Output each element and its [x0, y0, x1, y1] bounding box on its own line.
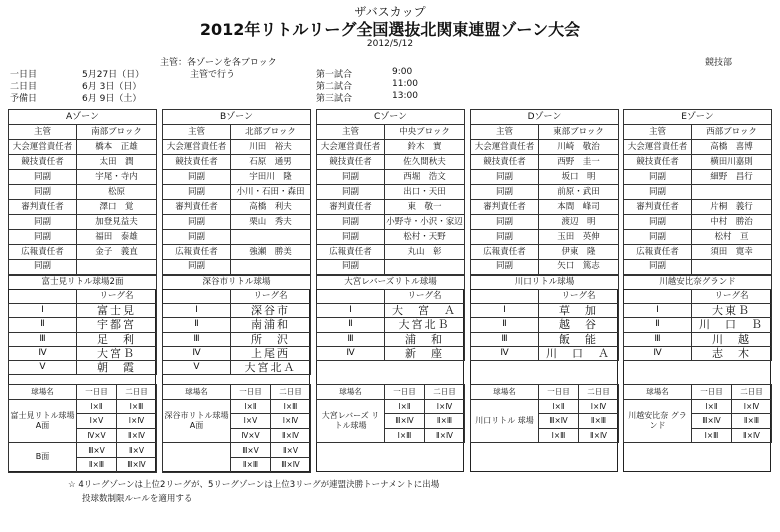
- zone-table: [316, 109, 465, 290]
- league-number: Ⅰ: [163, 304, 231, 318]
- zone-role: 同副: [9, 185, 77, 200]
- zone-head-block: 東部ブロック: [539, 125, 619, 140]
- day1-matchup: Ⅲ×Ⅳ: [692, 414, 732, 429]
- zone-role: 同副: [9, 215, 77, 230]
- league-team: 宇都宮: [77, 318, 157, 332]
- venue-name: [163, 443, 231, 472]
- league-team: 志 木: [692, 346, 772, 360]
- league-number: Ⅴ: [9, 360, 77, 374]
- day2-header: 二日目: [425, 385, 465, 400]
- zone-role: 同副: [9, 170, 77, 185]
- league-number: Ⅳ: [9, 346, 77, 360]
- day1-matchup: Ⅲ×Ⅴ: [77, 443, 117, 458]
- league-team: 飯 能: [539, 332, 619, 346]
- zone-person: 高橋 利夫: [231, 200, 311, 215]
- zone-venue: 大宮レバーズリトル球場: [317, 275, 465, 290]
- day2-matchup: Ⅱ×Ⅴ: [271, 443, 311, 458]
- zone-person: 細野 昌行: [692, 170, 772, 185]
- zone-person: 宇田川 隆: [231, 170, 311, 185]
- zone-person: 高橋 喜博: [692, 140, 772, 155]
- zone-person: 東 敬一: [385, 200, 465, 215]
- zone-head-role: 主管: [624, 125, 692, 140]
- zone-role: 同副: [471, 185, 539, 200]
- day2-header: 二日目: [271, 385, 311, 400]
- league-number: Ⅰ: [624, 304, 692, 318]
- zone-venue: 富士見リトル球場2面: [9, 275, 157, 290]
- day2-matchup: Ⅰ×Ⅲ: [117, 399, 157, 414]
- zone-person: 片桐 義行: [692, 200, 772, 215]
- league-team: 川 口 Ｂ: [692, 318, 772, 332]
- zone-role: 同副: [163, 170, 231, 185]
- zone-role: 大会運営責任者: [471, 140, 539, 155]
- venue-schedule-table: [470, 384, 619, 443]
- zone-person: [692, 185, 772, 200]
- zone-head-role: 主管: [163, 125, 231, 140]
- zone-table: [623, 109, 772, 290]
- day1-matchup: Ⅰ×Ⅱ: [539, 399, 579, 414]
- zone-person: 渡辺 明: [539, 215, 619, 230]
- zone-person: [231, 230, 311, 245]
- zone-role: 同副: [163, 185, 231, 200]
- league-team: 上尾西: [231, 346, 311, 360]
- zone-role: 同副: [163, 215, 231, 230]
- zone-person: 太田 潤: [77, 155, 157, 170]
- zone-person: 前原・武田: [539, 185, 619, 200]
- day1-matchup: Ⅲ×Ⅳ: [539, 414, 579, 429]
- organizer-label: 競技部: [705, 58, 733, 68]
- league-header: リーグ名: [539, 290, 619, 304]
- venue-header: 球場名: [624, 385, 692, 400]
- day1-matchup: Ⅰ×Ⅴ: [231, 414, 271, 429]
- zone-person: 川崎 敬治: [539, 140, 619, 155]
- day2-matchup: Ⅱ×Ⅲ: [579, 414, 619, 429]
- day2-matchup: Ⅰ×Ⅳ: [732, 399, 772, 414]
- venue-schedule-table: [162, 384, 311, 473]
- game-time: 13:00: [392, 91, 418, 101]
- zone-role: 同副: [317, 185, 385, 200]
- zone-person: 坂口 明: [539, 170, 619, 185]
- league-team: 越 谷: [539, 318, 619, 332]
- league-number: Ⅱ: [471, 318, 539, 332]
- league-number: Ⅳ: [163, 346, 231, 360]
- league-team: 川 口 Ａ: [539, 346, 619, 360]
- venue-schedule-table: [316, 384, 465, 443]
- league-header-blank: [9, 290, 77, 304]
- game-label: 第一試合: [316, 70, 353, 80]
- zone-person: 佐久間秋夫: [385, 155, 465, 170]
- zone-name: Bゾーン: [163, 110, 311, 125]
- zone-table: [8, 109, 157, 290]
- note-line-1: ☆ 4リーグゾーンは上位2リーグが、5リーグゾーンは上位3リーグが連盟決勝トーナメントに出場: [68, 480, 440, 490]
- zone-person: 強瀬 勝美: [231, 245, 311, 260]
- zone-person: 中村 勝治: [692, 215, 772, 230]
- day1-header: 一日目: [385, 385, 425, 400]
- zone-person: [231, 260, 311, 275]
- zone-person: 出口・天田: [385, 185, 465, 200]
- zone-role: 審判責任者: [317, 200, 385, 215]
- zone-role: 同副: [471, 230, 539, 245]
- day2-matchup: Ⅲ×Ⅳ: [271, 457, 311, 472]
- day-label: 二日目: [10, 82, 38, 92]
- zone-role: 同副: [163, 260, 231, 275]
- page-title: 2012年リトルリーグ全国選抜北関東連盟ゾーン大会: [199, 20, 581, 39]
- zone-person: [692, 260, 772, 275]
- zone-head-block: 南部ブロック: [77, 125, 157, 140]
- zone-person: 石原 通男: [231, 155, 311, 170]
- zone-person: [77, 260, 157, 275]
- league-number: Ⅳ: [624, 346, 692, 360]
- zone-head-block: 西部ブロック: [692, 125, 772, 140]
- zone-person: 松村・天野: [385, 230, 465, 245]
- zone-role: 同副: [317, 230, 385, 245]
- zone-person: 矢口 篤志: [539, 260, 619, 275]
- league-number: Ⅳ: [471, 346, 539, 360]
- day1-matchup: Ⅳ×Ⅴ: [77, 428, 117, 443]
- league-number: Ⅴ: [163, 360, 231, 374]
- league-header: リーグ名: [231, 290, 311, 304]
- game-time: 11:00: [392, 79, 418, 89]
- zone-role: 競技責任者: [471, 155, 539, 170]
- zone-role: 同副: [624, 185, 692, 200]
- zone-role: 広報責任者: [317, 245, 385, 260]
- day1-header: 一日目: [539, 385, 579, 400]
- league-number: Ⅰ: [317, 304, 385, 318]
- day2-matchup: Ⅱ×Ⅳ: [117, 428, 157, 443]
- venue-header: 球場名: [9, 385, 77, 400]
- zone-role: 競技責任者: [317, 155, 385, 170]
- day1-matchup: Ⅰ×Ⅱ: [692, 399, 732, 414]
- zone-role: 競技責任者: [9, 155, 77, 170]
- zone-role: 同副: [624, 215, 692, 230]
- league-team: 大宮Ｂ: [77, 346, 157, 360]
- zone-role: 競技責任者: [163, 155, 231, 170]
- day2-matchup: Ⅱ×Ⅳ: [425, 428, 465, 443]
- zone-role: 同副: [163, 230, 231, 245]
- zone-venue: 川越安比奈グランド: [624, 275, 772, 290]
- zone-head-block: 中央ブロック: [385, 125, 465, 140]
- zone-role: 大会運営責任者: [9, 140, 77, 155]
- day2-matchup: Ⅱ×Ⅳ: [579, 428, 619, 443]
- league-header: リーグ名: [385, 290, 465, 304]
- day1-matchup: Ⅰ×Ⅴ: [77, 414, 117, 429]
- day2-matchup: Ⅱ×Ⅳ: [271, 428, 311, 443]
- league-number: Ⅱ: [9, 318, 77, 332]
- zone-person: 松村 亘: [692, 230, 772, 245]
- league-team: 南浦和: [231, 318, 311, 332]
- day2-header: 二日目: [117, 385, 157, 400]
- day2-matchup: Ⅰ×Ⅳ: [579, 399, 619, 414]
- league-team: 川 越: [692, 332, 772, 346]
- zone-role: 同副: [317, 215, 385, 230]
- zone-role: 同副: [9, 230, 77, 245]
- zone-role: 同副: [9, 260, 77, 275]
- league-number: Ⅰ: [9, 304, 77, 318]
- venue-name: B面: [9, 443, 77, 472]
- day-label: 予備日: [10, 94, 38, 104]
- zone-role: 広報責任者: [471, 245, 539, 260]
- venue-header: 球場名: [471, 385, 539, 400]
- zone-person: 須田 寛幸: [692, 245, 772, 260]
- zone-head-role: 主管: [317, 125, 385, 140]
- zone-name: Eゾーン: [624, 110, 772, 125]
- league-number: Ⅳ: [317, 346, 385, 360]
- league-header: リーグ名: [692, 290, 772, 304]
- day-date: 5月27日（日）: [82, 70, 145, 80]
- zone-role: 審判責任者: [163, 200, 231, 215]
- venue-name: 大宮レバーズ リトル球場: [317, 399, 385, 443]
- league-number: Ⅱ: [624, 318, 692, 332]
- zone-person: 宇尾・寺内: [77, 170, 157, 185]
- zone-person: 西堀 浩文: [385, 170, 465, 185]
- day1-matchup: Ⅰ×Ⅲ: [539, 428, 579, 443]
- zone-person: 小野寺・小沢・家辺: [385, 215, 465, 230]
- league-table: [623, 289, 772, 361]
- zone-head-role: 主管: [9, 125, 77, 140]
- league-team: 富士見: [77, 304, 157, 318]
- zone-table: [470, 109, 619, 290]
- zone-person: 丸山 彰: [385, 245, 465, 260]
- league-team: 足 利: [77, 332, 157, 346]
- zone-person: 西野 圭一: [539, 155, 619, 170]
- day2-header: 二日目: [732, 385, 772, 400]
- league-header-blank: [317, 290, 385, 304]
- zone-person: 玉田 英伸: [539, 230, 619, 245]
- zone-role: 同副: [471, 260, 539, 275]
- zone-venue: 深谷市リトル球場: [163, 275, 311, 290]
- league-number: Ⅲ: [624, 332, 692, 346]
- document-date: 2012/5/12: [366, 39, 414, 49]
- zone-role: 同副: [624, 260, 692, 275]
- day1-header: 一日目: [692, 385, 732, 400]
- day2-matchup: Ⅱ×Ⅳ: [732, 428, 772, 443]
- league-number: Ⅲ: [471, 332, 539, 346]
- venue-header: 球場名: [163, 385, 231, 400]
- zone-person: 横田川嘉則: [692, 155, 772, 170]
- zone-person: 鈴木 實: [385, 140, 465, 155]
- venue-schedule-table: [623, 384, 772, 443]
- day2-matchup: Ⅰ×Ⅳ: [117, 414, 157, 429]
- zone-venue: 川口リトル球場: [471, 275, 619, 290]
- day1-matchup: Ⅰ×Ⅱ: [385, 399, 425, 414]
- zone-role: 大会運営責任者: [317, 140, 385, 155]
- zone-role: 審判責任者: [9, 200, 77, 215]
- day2-matchup: Ⅱ×Ⅲ: [732, 414, 772, 429]
- zone-name: Cゾーン: [317, 110, 465, 125]
- league-number: Ⅲ: [163, 332, 231, 346]
- zone-person: 松原: [77, 185, 157, 200]
- day2-matchup: Ⅱ×Ⅲ: [425, 414, 465, 429]
- league-table: [8, 289, 157, 375]
- zone-role: 競技責任者: [624, 155, 692, 170]
- league-team: 深谷市: [231, 304, 311, 318]
- day2-matchup: Ⅰ×Ⅳ: [425, 399, 465, 414]
- league-team: 浦 和: [385, 332, 465, 346]
- zone-role: 審判責任者: [471, 200, 539, 215]
- zone-role: 同副: [317, 260, 385, 275]
- zone-role: 同副: [471, 170, 539, 185]
- day2-matchup: Ⅱ×Ⅴ: [117, 443, 157, 458]
- zone-person: 本間 峰司: [539, 200, 619, 215]
- zone-role: 同副: [471, 215, 539, 230]
- zone-person: 橋本 正雄: [77, 140, 157, 155]
- league-team: 大宮北Ｂ: [385, 318, 465, 332]
- venue-name: 富士見リトル球場 A面: [9, 399, 77, 443]
- zone-name: Dゾーン: [471, 110, 619, 125]
- zone-person: 澤口 覚: [77, 200, 157, 215]
- zone-role: 同副: [624, 170, 692, 185]
- league-team: 朝 霞: [77, 360, 157, 374]
- zone-person: 加登見益夫: [77, 215, 157, 230]
- day2-matchup: Ⅲ×Ⅳ: [117, 457, 157, 472]
- zone-person: 金子 義直: [77, 245, 157, 260]
- day1-matchup: Ⅱ×Ⅲ: [77, 457, 117, 472]
- day1-matchup: Ⅰ×Ⅲ: [385, 428, 425, 443]
- zone-table: [162, 109, 311, 290]
- day-label: 一日目: [10, 70, 38, 80]
- chief-note-2: 主管で行う: [190, 70, 236, 80]
- zone-head-role: 主管: [471, 125, 539, 140]
- day1-matchup: Ⅰ×Ⅱ: [231, 399, 271, 414]
- zone-person: 川田 裕夫: [231, 140, 311, 155]
- day1-header: 一日目: [77, 385, 117, 400]
- chief-note-1: 主管：各ゾーンを各ブロック: [160, 58, 277, 68]
- zone-role: 広報責任者: [163, 245, 231, 260]
- zone-name: Aゾーン: [9, 110, 157, 125]
- day1-matchup: Ⅲ×Ⅴ: [231, 443, 271, 458]
- day2-header: 二日目: [579, 385, 619, 400]
- venue-name: 川口リトル 球場: [471, 399, 539, 443]
- league-number: Ⅲ: [317, 332, 385, 346]
- league-team: 大宮北Ａ: [231, 360, 311, 374]
- league-team: 新 座: [385, 346, 465, 360]
- zone-head-block: 北部ブロック: [231, 125, 311, 140]
- zone-role: 同副: [624, 230, 692, 245]
- venue-name: 深谷市リトル球場 A面: [163, 399, 231, 443]
- league-number: Ⅲ: [9, 332, 77, 346]
- day1-matchup: Ⅳ×Ⅴ: [231, 428, 271, 443]
- day1-matchup: Ⅰ×Ⅱ: [77, 399, 117, 414]
- league-table: [470, 289, 619, 361]
- day1-header: 一日目: [231, 385, 271, 400]
- zone-role: 広報責任者: [624, 245, 692, 260]
- day1-matchup: Ⅲ×Ⅳ: [385, 414, 425, 429]
- zone-role: 大会運営責任者: [624, 140, 692, 155]
- league-number: Ⅱ: [317, 318, 385, 332]
- day-date: 6月 3日（日）: [82, 82, 142, 92]
- day2-matchup: Ⅰ×Ⅳ: [271, 414, 311, 429]
- venue-schedule-table: [8, 384, 157, 473]
- zone-person: [385, 260, 465, 275]
- note-line-2: 投球数制限ルールを適用する: [82, 494, 193, 504]
- zone-person: 小川・石田・森田: [231, 185, 311, 200]
- zone-role: 審判責任者: [624, 200, 692, 215]
- league-header-blank: [163, 290, 231, 304]
- game-time: 9:00: [392, 67, 413, 77]
- league-header-blank: [624, 290, 692, 304]
- venue-name: 川越安比奈 グランド: [624, 399, 692, 443]
- league-table: [162, 289, 311, 375]
- game-label: 第三試合: [316, 94, 353, 104]
- league-header: リーグ名: [77, 290, 157, 304]
- day1-matchup: Ⅱ×Ⅲ: [231, 457, 271, 472]
- zone-person: 福田 泰雄: [77, 230, 157, 245]
- zone-role: 大会運営責任者: [163, 140, 231, 155]
- day2-matchup: Ⅰ×Ⅲ: [271, 399, 311, 414]
- league-header-blank: [471, 290, 539, 304]
- league-team: 所 沢: [231, 332, 311, 346]
- day1-matchup: Ⅰ×Ⅲ: [692, 428, 732, 443]
- zone-role: 広報責任者: [9, 245, 77, 260]
- game-label: 第二試合: [316, 82, 353, 92]
- zone-person: 伊東 隆: [539, 245, 619, 260]
- zone-person: 栗山 秀夫: [231, 215, 311, 230]
- day-date: 6月 9日（土）: [82, 94, 142, 104]
- venue-header: 球場名: [317, 385, 385, 400]
- league-number: Ⅰ: [471, 304, 539, 318]
- sponsor-name: ザバスカップ: [354, 5, 426, 19]
- league-table: [316, 289, 465, 361]
- league-number: Ⅱ: [163, 318, 231, 332]
- league-team: 大東Ｂ: [692, 304, 772, 318]
- league-team: 草 加: [539, 304, 619, 318]
- league-team: 大 宮 Ａ: [385, 304, 465, 318]
- zone-role: 同副: [317, 170, 385, 185]
